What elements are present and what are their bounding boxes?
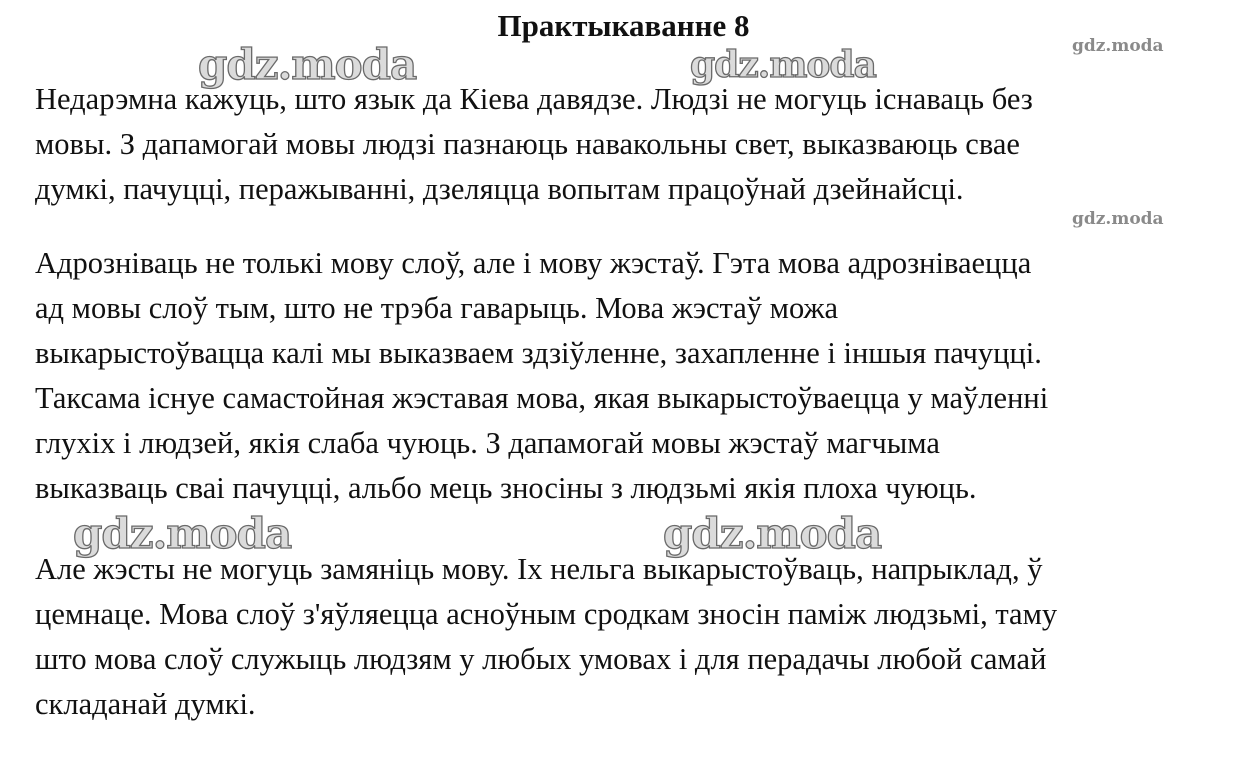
text-line: Недарэмна кажуць, што язык да Кіева давядзе. Людзі не могуць існаваць без: [35, 82, 1033, 116]
watermark: gdz.moda: [1072, 36, 1164, 56]
text-line: выкарыстоўвацца калі мы выказваем здзіўленне, захапленне і іншыя пачуцці.: [35, 336, 1042, 370]
paragraph-gesture-language: [35, 241, 1220, 511]
text-line: мовы. З дапамогай мовы людзі пазнаюць навакольны свет, выказваюць свае: [35, 127, 1020, 161]
text-line: Але жэсты не могуць замяніць мову. Іх нельга выкарыстоўваць, напрыклад, ў: [35, 552, 1043, 586]
watermark: gdz.moda: [73, 509, 292, 558]
text-line: ад мовы слоў тым, што не трэба гаварыць. Мова жэстаў можа: [35, 291, 839, 325]
text-line: Адрозніваць не толькі мову слоў, але і мову жэстаў. Гэта мова адрозніваецца: [35, 246, 1032, 280]
text-line: што мова слоў служыць людзям у любых умовах і для перадачы любой самай: [35, 642, 1047, 676]
text-line: глухіх і людзей, якія слаба чуюць. З дапамогай мовы жэстаў магчыма: [35, 426, 940, 460]
watermark: gdz.moda: [1072, 209, 1164, 229]
watermark: gdz.moda: [663, 509, 882, 558]
text-line: цемнаце. Мова слоў з'яўляецца асноўным сродкам зносін паміж людзьмі, таму: [35, 597, 1058, 631]
text-line: думкі, пачуцці, перажыванні, дзеляцца вопытам працоўнай дзейнайсці.: [35, 172, 964, 206]
watermark: gdz.moda: [198, 40, 417, 89]
watermark: gdz.moda: [690, 44, 876, 86]
paragraph-language-importance: [35, 77, 1220, 212]
paragraph-words-language: [35, 547, 1220, 727]
page-title: Практыкаванне 8: [497, 8, 750, 43]
text-line: выказваць сваі пачуцці, альбо мець зносіны з людзьмі якія плоха чуюць.: [35, 471, 977, 505]
text-line: Таксама існуе самастойная жэставая мова, якая выкарыстоўваецца у маўленні: [35, 381, 1049, 415]
text-line: складанай думкі.: [35, 687, 256, 721]
